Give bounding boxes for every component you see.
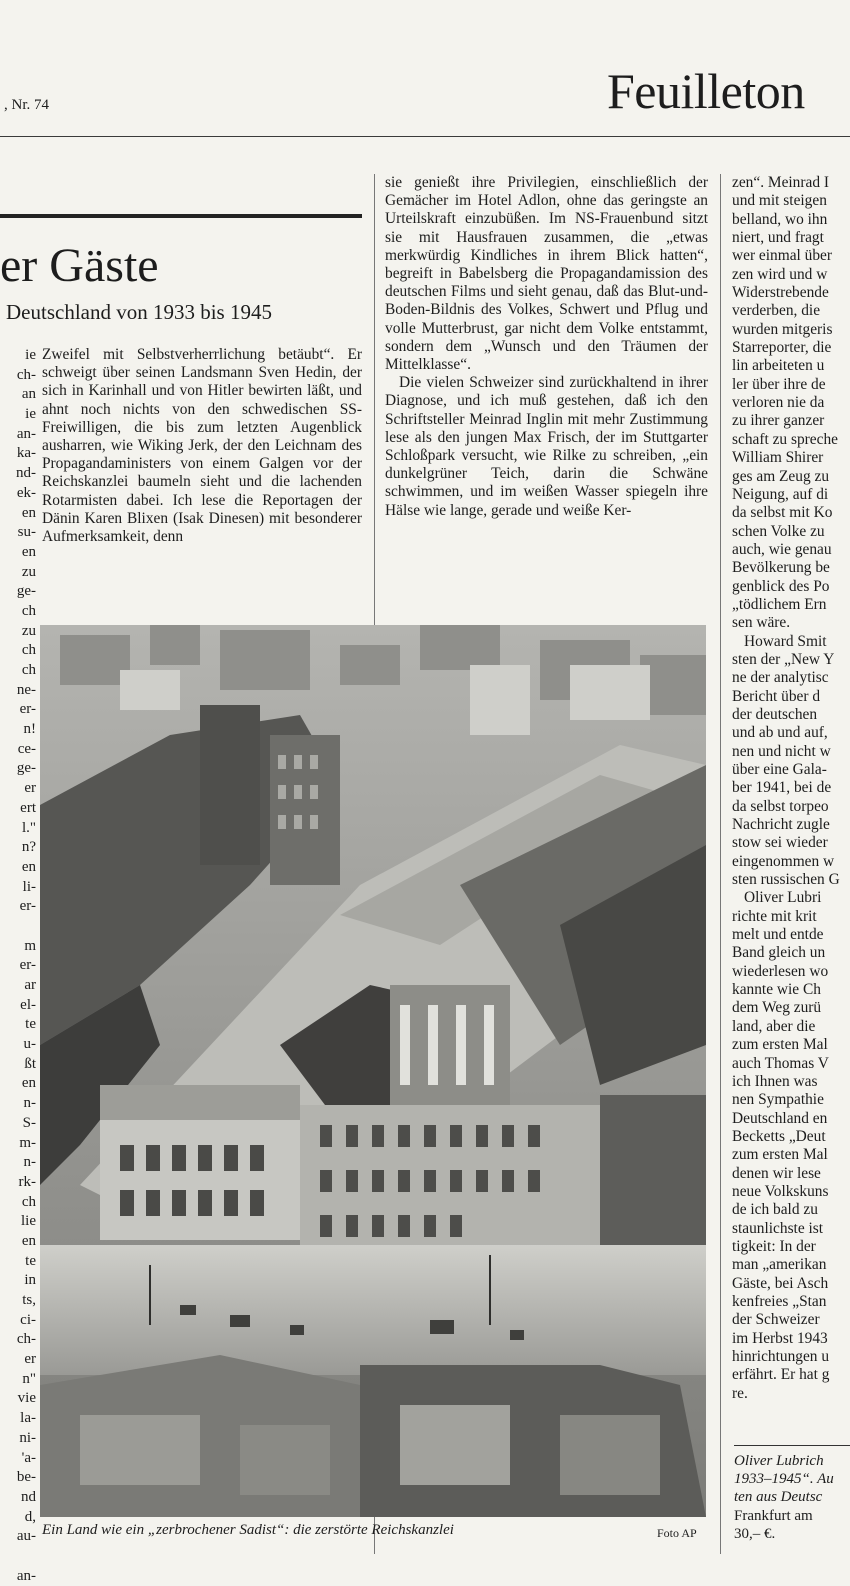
column-3-line: re. [732, 1384, 748, 1402]
column-3-line: zu ihrer ganzer [732, 412, 825, 430]
column-3-line: sten der „New Y [732, 650, 835, 668]
cut-off-line: ge- [16, 760, 36, 777]
cut-off-line: su- [17, 524, 36, 541]
cut-off-line: an [21, 386, 36, 403]
column-3-line: man „amerikan [732, 1256, 827, 1274]
column-2-paragraph-1: sie genießt ihre Privilegien, einschließlich der Gemächer im Hotel Adlon, ohne das geringste an Urteilskraft einzubüßen. Im NS-Frauenbund sitzt sie mit Hausfrauen zusammen, die „etwas merkwürdig Kindliches in ihrem Blick hatten“, begreift in Babelsberg die Propagandamission des deutschen Films und sieht genau, daß das Blut-und-Boden-Bildnis des Volkes, Schwert und Pflug und volle Mutterbrust, gar nicht dem Volke entstammt, sondern dem „Wunsch und den Träumen der Mittelklasse“. [385, 174, 708, 374]
column-3-line: kannte wie Ch [732, 981, 821, 999]
cut-off-line: ka- [16, 445, 36, 462]
column-3-line: Bericht über d [732, 687, 821, 705]
column-3-line: Oliver Lubri [744, 889, 822, 907]
cut-off-line: er- [19, 957, 36, 974]
cut-off-line: 'a- [21, 1449, 36, 1466]
cut-off-line: in [24, 1272, 36, 1289]
column-3-line: Becketts „Deut [732, 1127, 826, 1145]
column-3-line: Howard Smit [744, 632, 827, 650]
cut-off-line: ch [21, 642, 36, 659]
photo-credit: Foto AP [657, 1526, 697, 1540]
cut-off-line: ci- [20, 1311, 36, 1328]
column-3-line: wiederlesen wo [732, 962, 829, 980]
cut-off-line: S- [22, 1114, 36, 1131]
book-credit-line: 30,– €. [734, 1525, 776, 1542]
cut-off-line: er [24, 780, 36, 797]
cut-off-line: ek- [16, 484, 36, 501]
column-1-paragraph: Zweifel mit Selbstverherrlichung betäubt“. Er schweigt über seinen Landsmann Sven Hedin, der sich in Karinhall und von Hitler bewirten läßt, und ahnt noch nichts von den schwedischen SS-Freiwilligen, die bis zum letzten Augenblick ausharren, wie Wiking Jerk, der den Leichnam des Propagandaministers von einem Galgen vor der Reichskanzlei baumeln sieht und die lachenden Rotarmisten dabei. Ich lese die Reportagen der Dänin Karen Blixen (Isak Dinesen) mit besonderer Aufmerksamkeit, denn [42, 346, 362, 546]
column-3-line: ler über ihre de [732, 375, 826, 393]
column-3-line: „tödlichem Ern [732, 595, 827, 613]
cut-off-line: n! [23, 721, 36, 738]
column-3-line: im Herbst 1943 [732, 1329, 828, 1347]
book-credit [734, 1452, 850, 1543]
column-3-line: tigkeit: In der [732, 1237, 816, 1255]
cut-off-line: an- [16, 425, 36, 442]
column-3-line: wurden mitgeris [732, 320, 833, 338]
column-3-line: lin arbeiteten u [732, 357, 825, 375]
header-divider [0, 136, 850, 137]
column-3-line: da selbst mit Ko [732, 504, 833, 522]
column-3-line: und ab und auf, [732, 724, 828, 742]
column-3-line: stow sei wieder [732, 834, 828, 852]
cut-off-line: d, [24, 1508, 36, 1525]
column-3-line: zum ersten Mal [732, 1146, 828, 1164]
column-3-line: wer einmal über [732, 247, 832, 265]
column-3-line: schen Volke zu [732, 522, 825, 540]
column-3-line: Gäste, bei Asch [732, 1274, 829, 1292]
article-column-2 [385, 174, 708, 520]
column-3-line: Deutschland en [732, 1109, 828, 1127]
cut-off-line: ch- [16, 366, 36, 383]
column-3-line: dem Weg zurü [732, 999, 822, 1017]
column-divider [720, 174, 721, 1554]
column-3-line: ne der analytisc [732, 669, 829, 687]
cut-off-line [0, 917, 36, 937]
column-3-line: Nachricht zugle [732, 816, 830, 834]
column-3-line: hinrichtungen u [732, 1348, 830, 1365]
cut-off-line: er- [19, 701, 36, 718]
cut-off-line: n- [23, 1095, 36, 1112]
column-3-line: genblick des Po [732, 577, 830, 595]
column-3-line: sten russischen G [732, 871, 840, 889]
book-credit-line: Oliver Lubrich [734, 1453, 824, 1469]
column-3-line: Bevölkerung be [732, 559, 830, 577]
cut-off-line: ßt [24, 1055, 36, 1072]
column-3-line: zum ersten Mal [732, 1036, 828, 1054]
cut-off-line: ge- [16, 583, 36, 600]
column-3-line: niert, und fragt [732, 229, 824, 247]
headline-rule [0, 214, 362, 218]
cut-off-line: l." [21, 819, 36, 836]
cut-off-line: ie [25, 406, 36, 423]
column-3-line: ich Ihnen was [732, 1072, 818, 1090]
column-3-line: nen Sympathie [732, 1091, 824, 1109]
cut-off-line: ni- [19, 1429, 36, 1446]
cut-off-line: ar [24, 977, 36, 993]
cut-off-line: n? [21, 839, 36, 856]
column-3-line: verloren nie da [732, 394, 825, 412]
cut-off-line: nd [21, 1488, 36, 1505]
cut-off-line: u- [23, 1036, 36, 1053]
photo-caption: Ein Land wie ein „zerbrochener Sadist“: die zerstörte Reichskanzlei [42, 1522, 454, 1538]
cut-off-line: ert [20, 799, 36, 816]
column-3-line: Neigung, auf di [732, 485, 829, 503]
book-credit-line: Frankfurt am [734, 1507, 813, 1524]
cut-off-line: n" [22, 1370, 36, 1387]
column-3-line: melt und entde [732, 926, 824, 944]
column-3-line: schaft zu spreche [732, 430, 838, 448]
cut-off-line: ie [25, 347, 36, 363]
column-3-line: ber 1941, bei de [732, 779, 832, 797]
cut-off-line: ch [21, 602, 36, 619]
cut-off-line: vie [17, 1390, 36, 1407]
column-3-line: der deutschen [732, 705, 818, 723]
article-column-1 [42, 346, 362, 546]
article-column-3 [732, 174, 850, 1403]
column-3-line: da selbst torpeo [732, 797, 829, 815]
cut-off-line: ch- [16, 1331, 36, 1348]
cut-off-line: ch [21, 1193, 36, 1210]
column-3-line: zen“. Meinrad I [732, 174, 829, 191]
cut-off-line: li- [22, 878, 36, 895]
cut-off-line: rk- [18, 1173, 36, 1190]
cut-off-line: an- [16, 1567, 36, 1584]
column-2-paragraph-2: Die vielen Schweizer sind zurückhaltend in ihrer Diagnose, und ich muß gestehen, daß ich den Schriftsteller Meinrad Inglin mit mehr Zustimmung lese als den jungen Max Frisch, der im Stuttgarter Schloßpark versucht, wie Rilke zu schreiben, „ein dunkelgrüner Teich, darin die Schwäne schwimmen, und im weißen Wasser spiegeln ihre Hälse wie lange, gerade und weiße Ker- [385, 374, 708, 519]
column-3-line: denen wir lese [732, 1164, 821, 1182]
column-3-line: Starreporter, die [732, 339, 832, 357]
cut-off-line: zu [21, 622, 36, 639]
cut-off-line: nd- [16, 465, 36, 482]
cut-off-line: ch [21, 662, 36, 678]
column-3-line: zen wird und w [732, 265, 828, 283]
column-3-line: kenfreies „Stan [732, 1292, 827, 1310]
cut-off-line: en [21, 504, 36, 521]
column-3-line: neue Volkskuns [732, 1182, 829, 1200]
cut-off-line: te [25, 1252, 36, 1269]
column-3-line: ges am Zeug zu [732, 467, 830, 485]
column-3-line: über eine Gala- [732, 761, 827, 778]
cut-off-line: el- [20, 996, 36, 1013]
cut-off-line: be- [16, 1469, 36, 1486]
credit-divider [734, 1445, 850, 1446]
column-3-line: der Schweizer [732, 1311, 820, 1329]
cut-off-line: te [25, 1016, 36, 1033]
column-3-line: William Shirer [732, 449, 824, 467]
column-3-line: de ich bald zu [732, 1201, 818, 1219]
column-3-line: richte mit krit [732, 907, 817, 925]
cut-off-line: au- [16, 1528, 36, 1545]
column-3-line: auch, wie genau [732, 540, 832, 558]
column-3-line: sen wäre. [732, 614, 791, 632]
headline: er Gäste [0, 239, 159, 292]
subheadline: Deutschland von 1933 bis 1945 [6, 300, 272, 324]
cut-off-line: en [21, 543, 36, 560]
cut-off-line: er- [19, 898, 36, 915]
column-3-line: Band gleich un [732, 944, 826, 962]
cut-off-line: lie [21, 1213, 36, 1230]
reichskanzlei-ruins-photo [40, 625, 706, 1517]
cut-off-line: en [21, 1075, 36, 1092]
column-3-line: nen und nicht w [732, 742, 831, 760]
cut-off-line: ne- [16, 681, 36, 698]
issue-number: , Nr. 74 [4, 97, 49, 113]
cut-off-line: en [21, 858, 36, 875]
column-3-line: Widerstrebende [732, 284, 829, 302]
section-title: Feuilleton [607, 63, 805, 119]
cut-off-line: la- [20, 1410, 36, 1427]
book-credit-line: ten aus Deutsc [734, 1489, 823, 1506]
cut-off-line: ts, [22, 1292, 36, 1308]
cut-off-column [0, 346, 36, 1586]
cut-off-line [0, 1547, 36, 1567]
column-3-line: land, aber die [732, 1017, 816, 1035]
cut-off-line: m- [19, 1134, 36, 1151]
column-3-line: eingenommen w [732, 852, 835, 870]
column-3-line: auch Thomas V [732, 1054, 829, 1072]
column-3-line: belland, wo ihn [732, 210, 828, 228]
cut-off-line: zu [21, 563, 36, 580]
cut-off-line: en [21, 1232, 36, 1249]
column-3-line: erfährt. Er hat g [732, 1366, 830, 1384]
column-3-line: und mit steigen [732, 192, 827, 210]
column-3-line: staunlichste ist [732, 1219, 824, 1237]
cut-off-line: n- [23, 1154, 36, 1171]
cut-off-line: er [24, 1351, 36, 1368]
cut-off-line: ce- [17, 740, 36, 757]
book-credit-line: 1933–1945“. Au [734, 1471, 834, 1488]
cut-off-line: m [24, 937, 36, 954]
column-3-line: verderben, die [732, 302, 821, 320]
